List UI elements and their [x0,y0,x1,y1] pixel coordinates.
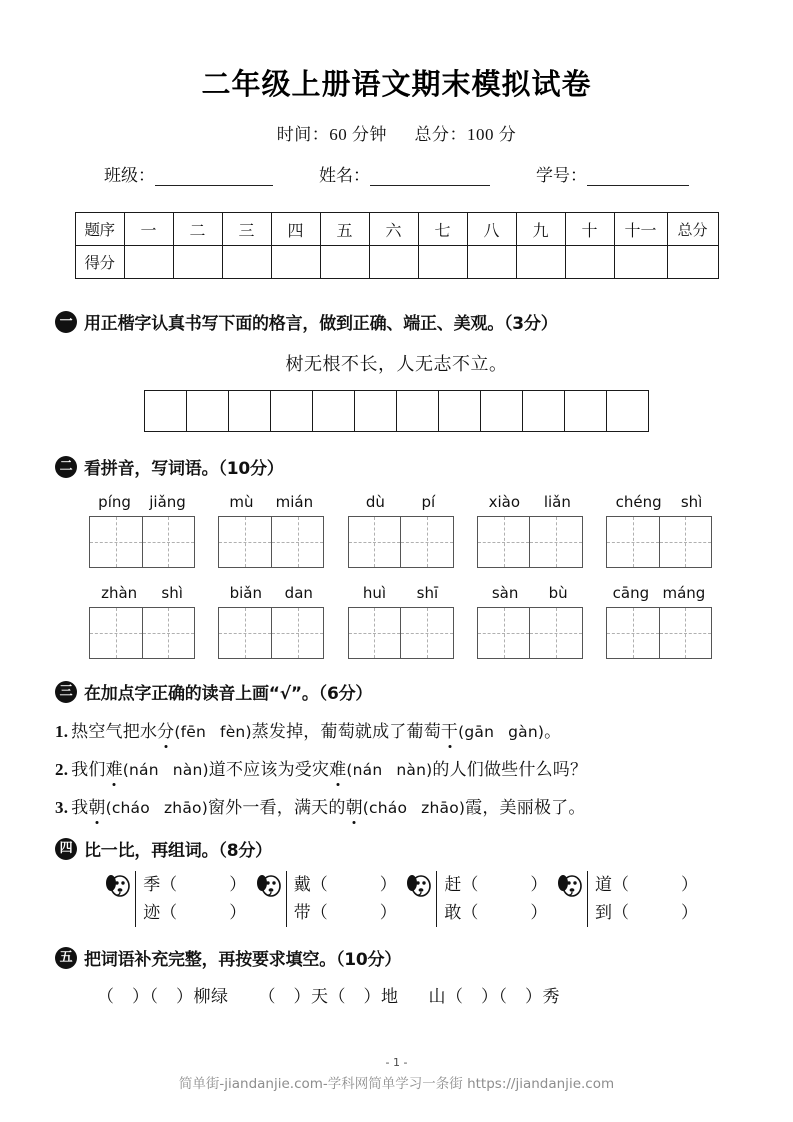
score-col-3: 三 [222,213,271,246]
score-cell-4[interactable] [271,246,320,279]
page-title: 二年级上册语文期末模拟试卷 [201,67,592,101]
question-1-heading [55,309,738,334]
score-cell-1[interactable] [124,246,173,279]
pinyin-item [606,493,712,568]
pinyin-label [89,584,195,602]
pinyin-syllable: bù [548,584,568,602]
question-1-number: 一 [55,311,77,333]
tianzige-box[interactable] [348,607,454,659]
word-build-group [557,871,698,927]
score-table [75,212,719,279]
score-col-total: 总分 [667,213,718,246]
tianzige-box[interactable] [89,607,195,659]
pinyin-syllable: jiǎng [149,493,186,511]
word-build-chars [294,871,397,927]
pinyin-syllable: shī [416,584,439,602]
pinyin-syllable: píng [98,493,131,511]
pinyin-row-2 [55,584,738,659]
score-cell-7[interactable] [418,246,467,279]
dotted-char: 朝 [88,793,105,818]
score-table-value-row [75,246,718,279]
word-build-bottom: 带（ ） [293,903,397,923]
pinyin-label [477,493,583,511]
student-info-line [55,161,738,186]
pinyin-option[interactable]: gàn [508,723,538,741]
score-col-4: 四 [271,213,320,246]
item-text-seg: 道不应该为受灾 [208,760,330,779]
pinyin-syllable: zhàn [101,584,138,602]
writing-cell[interactable] [271,390,313,432]
score-col-2: 二 [173,213,222,246]
item-index: 3. [55,798,69,817]
tianzige-box[interactable] [606,607,712,659]
question-3-item: 3. 我朝(cháo zhāo)窗外一看，满天的朝(cháo zhāo)霞，美丽极了。 [55,793,738,818]
tianzige-box[interactable] [89,516,195,568]
pinyin-syllable: chéng [615,493,662,511]
pinyin-syllable: dù [365,493,385,511]
score-cell-11[interactable] [614,246,667,279]
item-text-seg: 窗外一看，满天的 [207,798,346,817]
tianzige-box[interactable] [477,607,583,659]
dog-head-icon [105,871,135,927]
writing-cell[interactable] [565,390,607,432]
word-build-group [406,871,547,927]
word-build-top: 赶（ ） [444,875,548,894]
question-4-groups [55,871,738,927]
score-cell-total[interactable] [667,246,718,279]
word-build-group [105,871,246,927]
time-label: 时间：60 分钟 [276,125,387,144]
question-4 [55,836,738,927]
question-4-heading-text: 比一比，再组词。（8分） [84,841,272,861]
item-index: 1. [55,722,69,741]
pinyin-syllable: pí [421,493,436,511]
fill-item[interactable]: （ ）天（ ）地 [258,987,399,1007]
word-build-bottom: 到（ ） [594,903,698,923]
name-input-rule[interactable] [370,170,490,186]
item-text-tail: 的人们做些什么吗？ [432,760,588,779]
name-field [319,161,490,186]
exam-meta [55,120,738,145]
dog-head-icon [256,871,286,927]
question-5-number: 五 [55,947,77,969]
question-5-heading [55,945,738,970]
question-1-writing-row [55,390,738,432]
pinyin-syllable: liǎn [543,493,571,511]
writing-cell[interactable] [439,390,481,432]
dotted-char: 朝 [346,793,363,818]
class-field [104,161,273,186]
score-cell-8[interactable] [467,246,516,279]
pinyin-option[interactable]: fèn [220,723,246,741]
score-col-8: 八 [467,213,516,246]
score-col-5: 五 [320,213,369,246]
pinyin-item [348,584,454,659]
score-col-9: 九 [516,213,565,246]
tianzige-box[interactable] [218,516,324,568]
pinyin-syllable: shì [680,493,703,511]
score-cell-10[interactable] [565,246,614,279]
pinyin-option[interactable]: cháo [111,799,150,817]
word-build-chars [444,871,547,927]
pinyin-option[interactable]: cháo [369,799,408,817]
writing-cell[interactable] [187,390,229,432]
pinyin-item [477,584,583,659]
dotted-char: 干 [441,717,458,742]
writing-cell[interactable] [607,390,649,432]
pinyin-item [218,493,324,568]
tianzige-box[interactable] [348,516,454,568]
pinyin-option[interactable]: zhāo [421,799,459,817]
question-4-heading [55,836,738,861]
pinyin-row-1 [55,493,738,568]
pinyin-syllable: shì [161,584,183,602]
pinyin-label [348,584,454,602]
item-text-tail: 。 [544,722,562,741]
item-text-seg: 蒸发掉，葡萄就成了葡萄 [251,722,441,741]
question-3-number: 三 [55,681,77,703]
question-5-fill-row [55,982,738,1007]
pinyin-label [477,584,583,602]
pinyin-item [218,584,324,659]
word-build-chars [143,871,246,927]
pinyin-item [477,493,583,568]
pinyin-item [606,584,712,659]
watermark-text: 简单街-jiandanjie.com-学科网简单学习一条街 https://jiandanjie.com [178,1076,615,1092]
tianzige-box[interactable] [477,516,583,568]
pinyin-syllable: huì [362,584,387,602]
question-1-heading-text: 用正楷字认真书写下面的格言，做到正确、端正、美观。（3分） [84,314,558,334]
pinyin-item [348,493,454,568]
score-col-11: 十一 [614,213,667,246]
page-number: - 1 - [385,1056,408,1069]
writing-cell[interactable] [313,390,355,432]
score-col-6: 六 [369,213,418,246]
tianzige-box[interactable] [606,516,712,568]
item-text-tail: 霞，美丽极了。 [465,798,586,817]
question-1-maxim: 树无根不长，人无志不立。 [285,354,508,374]
score-col-1: 一 [124,213,173,246]
pinyin-syllable: biǎn [229,584,262,602]
question-3-heading [55,679,738,704]
total-score-label: 总分：100 分 [414,125,517,144]
writing-cell[interactable] [523,390,565,432]
question-2 [55,454,738,659]
score-table-header-row [75,213,718,246]
pinyin-syllable: mù [229,493,254,511]
score-cell-6[interactable] [369,246,418,279]
question-3 [55,679,738,818]
writing-cell[interactable] [397,390,439,432]
dotted-char: 难 [329,755,346,780]
writing-cell[interactable] [229,390,271,432]
word-build-top: 道（ ） [594,875,698,894]
question-5-heading-text: 把词语补充完整，再按要求填空。（10分） [84,950,402,971]
pinyin-syllable: máng [662,584,706,602]
fill-item[interactable]: 山（ ）（ ）秀 [428,987,560,1007]
pinyin-option[interactable]: fēn [180,723,207,741]
pinyin-label [348,493,454,511]
pinyin-option[interactable]: gān [464,723,495,741]
score-row-label-1: 得分 [75,246,124,279]
pinyin-label [89,493,195,511]
item-index: 2. [55,760,69,779]
writing-cell[interactable] [145,390,187,432]
word-build-top: 季（ ） [143,875,247,894]
class-label: 班级： [104,166,155,185]
score-col-10: 十 [565,213,614,246]
word-build-top: 戴（ ） [293,875,397,894]
pinyin-syllable: cāng [612,584,650,602]
writing-grid [144,390,649,432]
pinyin-option[interactable]: nàn [172,761,203,779]
pinyin-syllable: dan [284,584,313,602]
pinyin-option[interactable]: nàn [396,761,427,779]
question-3-item: 1. 热空气把水分(fēn fèn)蒸发掉，葡萄就成了葡萄干(gān gàn)。 [55,717,738,742]
score-cell-2[interactable] [173,246,222,279]
dog-head-icon [557,871,587,927]
pinyin-label [218,584,324,602]
writing-cell[interactable] [355,390,397,432]
item-text-seg: 热空气把水 [71,722,158,741]
pinyin-option[interactable]: zhāo [163,799,202,817]
pinyin-syllable: sàn [491,584,519,602]
question-3-item: 2. 我们难(nán nàn)道不应该为受灾难(nán nàn)的人们做些什么吗？ [55,755,738,780]
item-text-seg: 我们 [71,760,106,779]
question-2-heading [55,454,738,479]
dog-head-icon [406,871,436,927]
word-build-chars [595,871,698,927]
pinyin-label [218,493,324,511]
score-cell-9[interactable] [516,246,565,279]
student-id-label: 学号： [536,166,587,185]
question-1 [55,309,738,432]
pinyin-item [89,493,195,568]
fill-item[interactable]: （ ）（ ）柳绿 [97,987,229,1007]
score-table-wrap [55,212,738,279]
dotted-char: 难 [106,755,123,780]
pinyin-syllable: xiào [488,493,521,511]
pinyin-option[interactable]: nán [352,761,383,779]
student-id-field [536,161,689,186]
pinyin-option[interactable]: nán [129,761,159,779]
pinyin-syllable: mián [275,493,314,511]
score-row-label-0: 题序 [75,213,124,246]
pinyin-label [606,584,712,602]
name-label: 姓名： [319,166,370,185]
dotted-char: 分 [157,717,174,742]
word-build-bottom: 敢（ ） [444,903,548,923]
item-text-seg: 我 [71,798,89,817]
writing-cell[interactable] [481,390,523,432]
word-build-group [256,871,397,927]
tianzige-box[interactable] [218,607,324,659]
class-input-rule[interactable] [155,170,273,186]
score-cell-5[interactable] [320,246,369,279]
question-5 [55,945,738,1007]
pinyin-item [89,584,195,659]
score-cell-3[interactable] [222,246,271,279]
score-col-7: 七 [418,213,467,246]
question-4-number: 四 [55,838,77,860]
question-3-heading-text: 在加点字正确的读音上画“√”。（6分） [84,684,373,704]
pinyin-label [606,493,712,511]
word-build-bottom: 迹（ ） [143,903,247,923]
question-2-number: 二 [55,456,77,478]
student-id-input-rule[interactable] [587,170,689,186]
question-2-heading-text: 看拼音，写词语。（10分） [84,459,284,479]
